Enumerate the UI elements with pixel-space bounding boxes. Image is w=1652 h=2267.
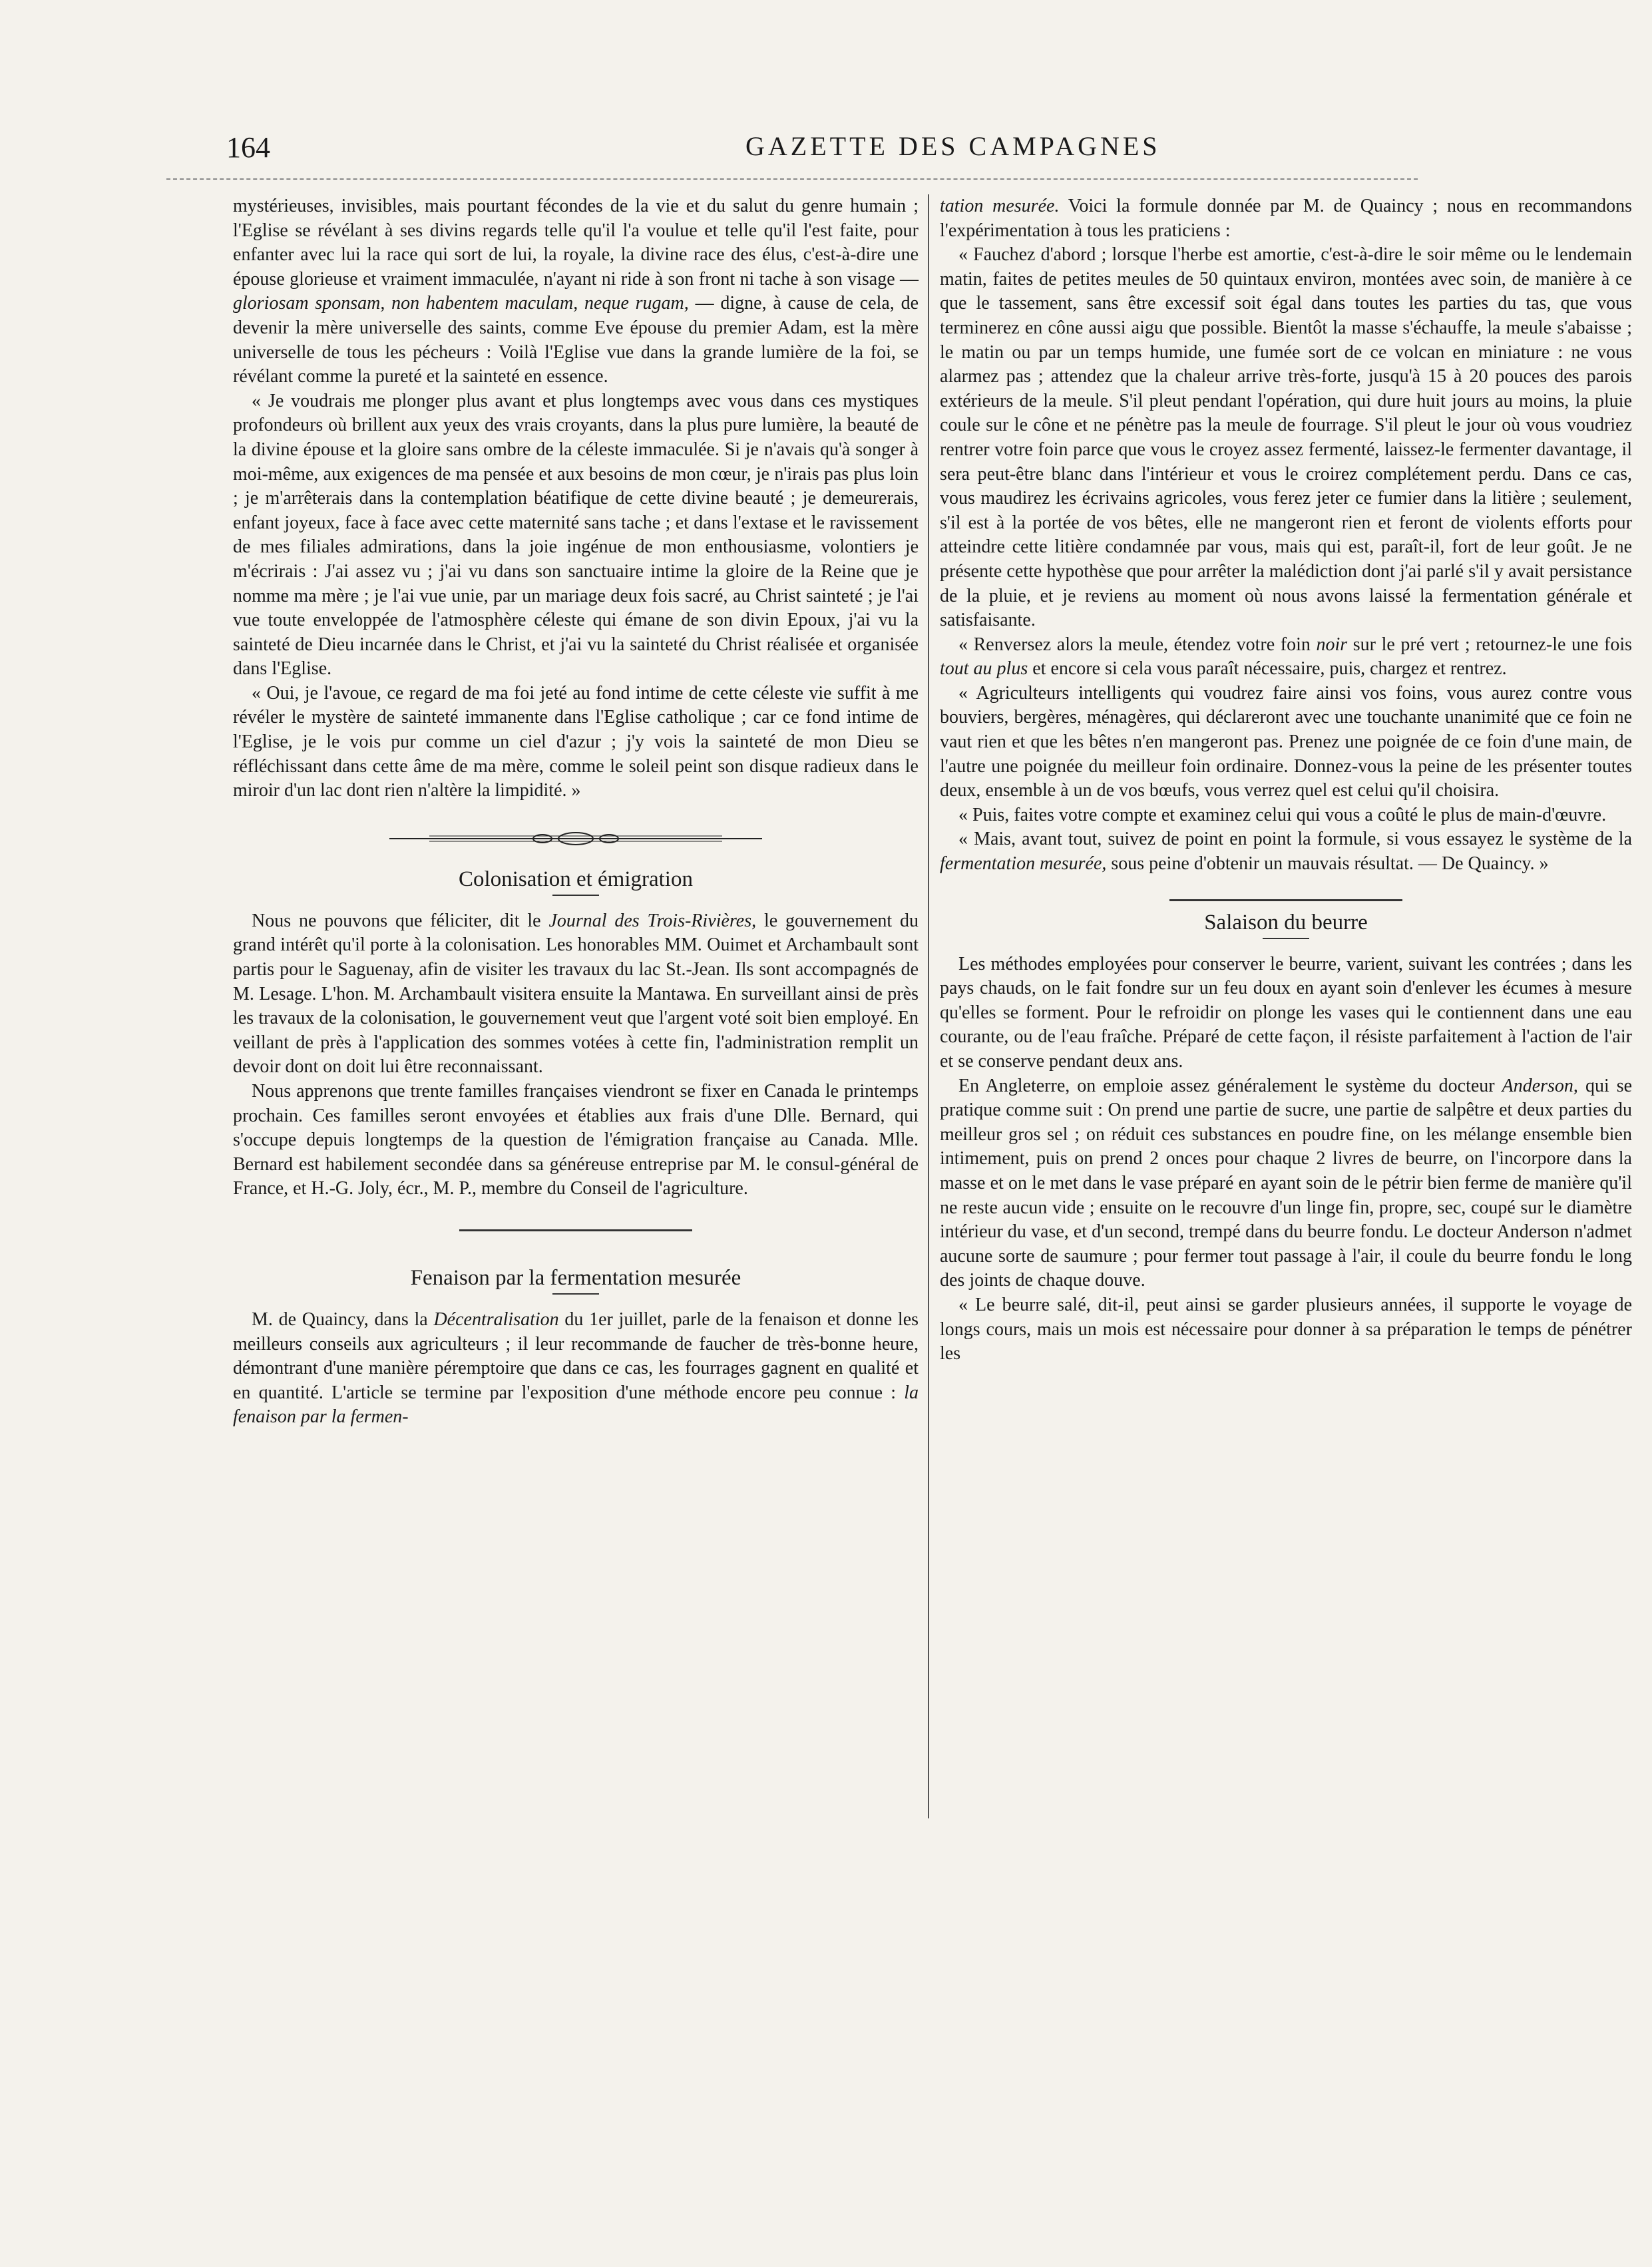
paragraph: mystérieuses, invisibles, mais pourtant fécondes de la vie et du salut du genre humain ; l'Eglise se révélant à ses divins regards telle qu'il l'a voulue et telle qu'il l'est faite, pour enfanter avec lui la race qui sort de lui, la royale, la divine race des élus, c'est-à-dire une épouse glorieuse et vraiment immaculée, n'ayant ni ride à son front ni tache à son visage — gloriosam sponsam, non habentem maculam, neque rugam, — digne, à cause de cela, de devenir la mère universelle des saints, comme Eve épouse du premier Adam, est la mère universelle de tous les pécheurs : Voilà l'Eglise vue dans la grande lumière de la foi, se révélant comme la pureté et la sainteté en essence. — [233, 196, 919, 387]
publication-name: Décentralisation — [433, 1309, 559, 1330]
header-rule — [166, 178, 1418, 180]
paragraph: « Renversez alors la meule, étendez votre foin noir sur le pré vert ; retournez-le une fois tout au plus et encore si cela vous paraît nécessaire, puis, chargez et rentrez. — [940, 634, 1633, 680]
paragraph: « Mais, avant tout, suivez de point en point la formule, si vous essayez le système de la fermentation mesurée, sous peine d'obtenir un mauvais résultat. — De Quaincy. » — [940, 829, 1632, 875]
title-underline — [552, 895, 599, 896]
paragraph: « Je voudrais me plonger plus avant et plus longtemps avec vous dans ces mystiques profondeurs où brillent aux yeux des vrais croyants, dans la plus pure lumière, la beauté de la divine épouse et la gloire sans ombre de la céleste immaculée. Si je n'avais qu'à songer à moi-même, aux exigences de ma pensée et aux besoins de mon cœur, je n'irais pas plus loin ; je m'arrêterais dans la contemplation béatifique de cette divine beauté ; je demeurerais, enfant joyeux, face à face avec cette maternité sans tache ; et dans l'extase et le ravissement de mes filiales admirations, dans la joie ingénue de mon enthousiasme, volontiers je m'écrirais : J'ai assez vu ; j'ai vu dans son sanctuaire intime la gloire de la Reine que je nomme ma mère ; je l'ai vue unie, par un mariage deux fois sacré, au Christ sainteté ; je l'ai vue toute enveloppée de l'atmosphère céleste qui émane de son divin Epoux, j'ai vu la sainteté de Dieu incarnée dans le Christ, et j'ai vu la sainteté du Christ réalisée et organisée dans l'Eglise. — [233, 390, 919, 680]
emphasis: noir — [1316, 634, 1348, 655]
paragraph: « Puis, faites votre compte et examinez celui qui vous a coûté le plus de main-d'œuvre. — [958, 804, 1607, 825]
journal-name: Journal des Trois-Rivières, — [548, 910, 757, 931]
paragraph: tation mesurée. Voici la formule donnée par M. de Quaincy ; nous en recommandons l'expérimentation à tous les praticiens : — [940, 196, 1633, 241]
method-name: la fenaison par la fermen- — [233, 1382, 919, 1428]
section-title-salaison: Salaison du beurre — [940, 911, 1632, 939]
person-name: Anderson, — [1502, 1075, 1578, 1096]
emphasis: tout au plus — [940, 658, 1028, 680]
page-number: 164 — [226, 131, 270, 164]
paragraph: « Fauchez d'abord ; lorsque l'herbe est amortie, c'est-à-dire le soir même ou le lendemain matin, faites de petites meules de 50 quintaux environ, montées avec soin, de manière à ce que le tassement, sans être excessif soit égal dans toutes les parties du tas, que vous terminerez en cône aussi aigu que possible. Bientôt la masse s'échauffe, la meule s'abaisse ; le matin ou par un temps humide, une fumée sort de ce volcan en miniature : ne vous alarmez pas ; attendez que la chaleur arrive très-forte, jusqu'à 15 à 20 pouces des parois extérieurs de la meule. S'il pleut pendant l'opération, qui dure huit jours au moins, la pluie coule sur le cône et ne pénètre pas la meule de fourrage. S'il pleut le jour où vous voudriez rentrer votre foin parce que vous le croyez assez fermenté, laissez-le fermenter davantage, il sera peut-être blanc dans l'intérieur et vous le croirez complétement perdu. Dans ce cas, vous maudirez les écrivains agricoles, vous ferez jeter ce fumier dans la litière ; seulement, s'il est à la portée de vos bêtes, elle ne mangeront rien et feront de violents efforts pour atteindre cette litière condamnée par vous, mais qui est, paraît-il, fort de leur goût. Je ne présente cette hypothèse que pour arrêter la malédiction dont j'ai parlé s'il y avait persistance de la pluie, et je reviens au moment où nous avons laissé la fermentation générale et satisfaisante. — [940, 244, 1632, 631]
emphasis: fermentation mesurée, — [940, 853, 1107, 875]
section-title-colonisation: Colonisation et émigration — [233, 867, 919, 896]
method-name: tation mesurée. — [940, 196, 1060, 216]
left-column — [233, 194, 919, 1430]
right-column — [940, 194, 1632, 1366]
ornamental-divider — [389, 830, 762, 847]
section-title-fenaison: Fenaison par la fermentation mesurée — [233, 1266, 919, 1295]
paragraph: « Agriculteurs intelligents qui voudrez faire ainsi vos foins, vous aurez contre vous bouviers, bergères, ménagères, qui déclareront avec une touchante unanimité que ce foin ne vaut rien et que les bêtes n'en mangeront pas. Prenez une poignée de ce foin d'une main, de l'autre une poignée du meilleur foin ordinaire. Donnez-vous la peine de les présenter toutes deux, ensemble à un de vos bœufs, vous verrez quel est celui qu'il choisira. — [940, 682, 1632, 801]
paragraph: En Angleterre, on emploie assez généralement le système du docteur Anderson, qui se pratique comme suit : On prend une partie de sucre, une partie de salpêtre et deux parties du meilleur gros sel ; on réduit ces substances en poudre fine, on les mélange ensemble bien intimement, puis on prend 2 onces pour chaque 2 livres de beurre, on l'incorpore dans la masse et on le met dans le vase préparé en ayant soin de le pétrir bien ferme de manière qu'il ne reste aucun vide ; ensuite on le recouvre d'un linge fin, propre, sec, coupé sur le diamètre intérieur du vase, et d'un second, trempé dans du beurre fondu. Le docteur Anderson n'admet aucune sorte de saumure ; pour fermer tout passage à l'air, il coule du beurre fondu le long des joints de chaque douve. — [940, 1075, 1633, 1291]
section-rule — [1169, 899, 1402, 901]
page-header — [226, 130, 1404, 170]
paragraph: Les méthodes employées pour conserver le beurre, varient, suivant les contrées ; dans les pays chauds, on le fait fondre sur un feu doux en ayant soin d'enlever les écumes à mesure qu'elles se forment. Pour le refroidir on plonge les vases qui le contiennent dans une eau courante, ou de l'eau fraîche. Préparé de cette façon, il résiste parfaitement à l'action de l'air et se conserve pendant deux ans. — [940, 953, 1632, 1072]
latin-quote: gloriosam sponsam, non habentem maculam, neque rugam, — [233, 293, 689, 314]
running-title: GAZETTE DES CAMPAGNES — [745, 131, 1161, 161]
column-divider — [928, 194, 929, 1818]
paragraph: Nous ne pouvons que féliciter, dit le Journal des Trois-Rivières, le gouvernement du grand intérêt qu'il porte à la colonisation. Les honorables MM. Ouimet et Archambault sont partis pour le Saguenay, afin de visiter les travaux du lac St.-Jean. Ils sont accompagnés de M. Lesage. L'hon. M. Archambault visitera ensuite la Mantawa. En surveillant ainsi de près les travaux de la colonisation, le gouvernement veut que l'argent voté soit bien employé. En veillant de près à l'application des sommes votées à cette fin, l'administration remplit un devoir dont on doit lui être reconnaissant. — [233, 910, 919, 1078]
section-rule — [459, 1229, 692, 1231]
title-underline — [1263, 938, 1309, 939]
paragraph: M. de Quaincy, dans la Décentralisation du 1er juillet, parle de la fenaison et donne les meilleurs conseils aux agriculteurs ; il leur recommande de faucher de très-bonne heure, démontrant d'une manière péremptoire que dans ce cas, les fourrages gagnent en qualité et en quantité. L'article se termine par l'exposition d'une méthode encore peu connue : la fenaison par la fermen- — [233, 1309, 919, 1428]
paragraph: Nous apprenons que trente familles françaises viendront se fixer en Canada le printemps prochain. Ces familles seront envoyées et établies aux frais d'une Dlle. Bernard, qui s'occupe depuis longtemps de la question de l'émigration française au Canada. Mlle. Bernard est habilement secondée dans sa généreuse entreprise par M. le consul-général de France, et H.-G. Joly, écr., M. P., membre du Conseil de l'agriculture. — [233, 1081, 919, 1199]
paragraph: « Le beurre salé, dit-il, peut ainsi se garder plusieurs années, il supporte le voyage de longs cours, mais un mois est nécessaire pour donner à sa préparation le temps de pénétrer les — [940, 1294, 1632, 1364]
paragraph: « Oui, je l'avoue, ce regard de ma foi jeté au fond intime de cette céleste vie suffit à me révéler le mystère de sainteté immanente dans l'Eglise catholique ; car ce fond intime de l'Eglise, je le vois pur comme un ciel d'azur ; j'y vois la sainteté de mon Dieu se réfléchissant dans cette âme de ma mère, comme le soleil peint son disque radieux dans le miroir d'un lac dont rien n'altère la limpidité. » — [233, 682, 919, 801]
title-underline — [552, 1293, 599, 1295]
